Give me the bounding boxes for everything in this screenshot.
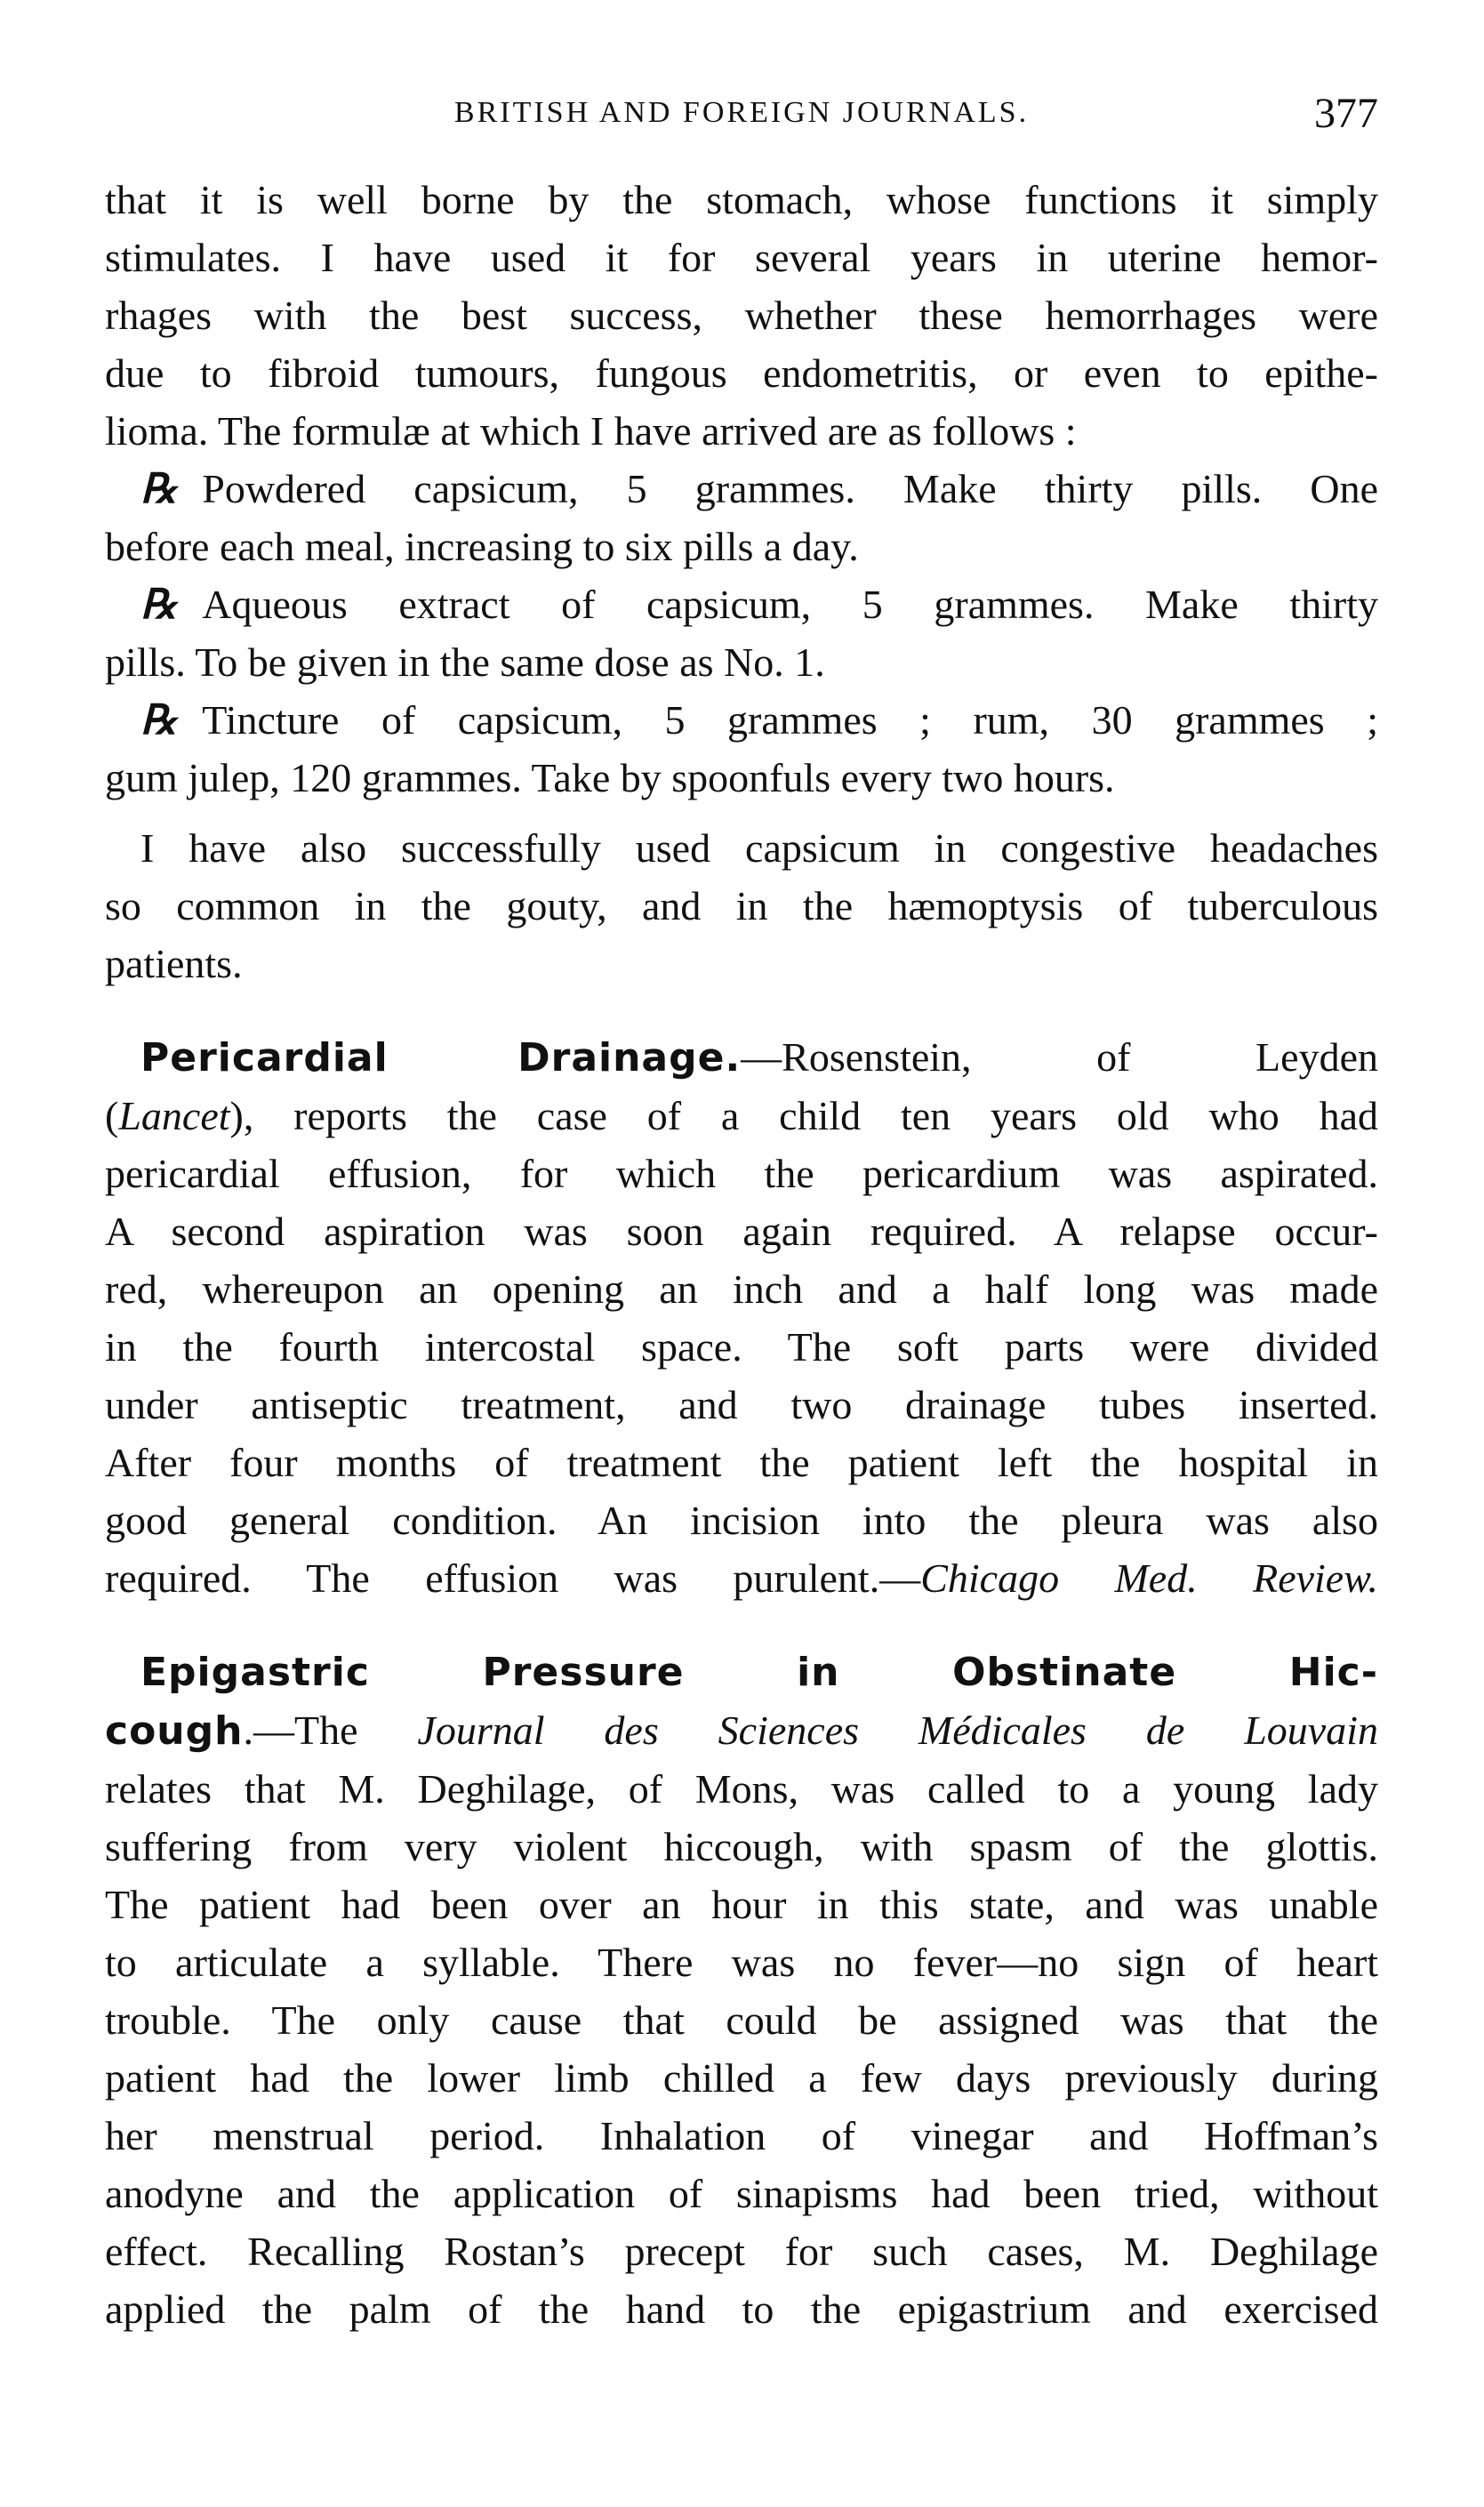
prescription-1 — [105, 460, 1378, 575]
rx-symbol-icon: ℞ — [140, 697, 178, 743]
text-line: —Rosenstein, of Leyden — [741, 1034, 1378, 1080]
paragraph-capsicum-headaches — [105, 819, 1378, 992]
text-line: due to fibroid tumours, fungous endometritis, or even to epithe- — [105, 350, 1378, 396]
section-epigastric-pressure — [105, 1643, 1378, 2338]
text-line: anodyne and the application of sinapisms had been tried, without — [105, 2171, 1378, 2216]
text-line: good general condition. An incision into the pleura was also — [105, 1498, 1378, 1543]
prescription-2 — [105, 575, 1378, 691]
text-line: patients. — [105, 941, 243, 986]
text-line: applied the palm of the hand to the epigastrium and exercised — [105, 2286, 1378, 2332]
prescription-3 — [105, 691, 1378, 807]
text-line: The patient had been over an hour in this state, and was unable — [105, 1882, 1378, 1927]
source-citation: Chicago Med. Review. — [920, 1555, 1378, 1601]
text-line: before each meal, increasing to six pills a day. — [105, 524, 859, 569]
text-line: her menstrual period. Inhalation of vinegar and Hoffman’s — [105, 2113, 1378, 2158]
text-line: required. The effusion was purulent.— — [105, 1555, 921, 1601]
text-line: in the fourth intercostal space. The soft parts were divided — [105, 1324, 1378, 1370]
text-line: A second aspiration was soon again required. A relapse occur- — [105, 1209, 1378, 1254]
text-line: so common in the gouty, and in the hæmoptysis of tuberculous — [105, 883, 1378, 928]
paragraph-capsicum-intro — [105, 171, 1378, 460]
source-citation: Lancet — [118, 1093, 230, 1138]
text-line: Powdered capsicum, 5 grammes. Make thirty pills. One — [202, 466, 1378, 511]
text-line: I have also successfully used capsicum in congestive headaches — [140, 825, 1378, 871]
section-pericardial-drainage — [105, 1028, 1378, 1607]
text-line: stimulates. I have used it for several years in uterine hemor- — [105, 235, 1378, 280]
body-text — [105, 171, 1378, 2338]
section-heading: Epigastric Pressure in Obstinate Hic- — [140, 1650, 1378, 1695]
source-citation: Journal des Sciences Médicales de Louvain — [417, 1707, 1378, 1753]
text-line: Aqueous extract of capsicum, 5 grammes. Make thirty — [202, 582, 1378, 627]
text-line: under antiseptic treatment, and two drainage tubes inserted. — [105, 1382, 1378, 1427]
text-line: suffering from very violent hiccough, with spasm of the glottis. — [105, 1824, 1378, 1869]
text-fragment: .—The — [243, 1707, 418, 1753]
text-line: rhages with the best success, whether these hemorrhages were — [105, 293, 1378, 338]
rx-symbol-icon: ℞ — [140, 582, 178, 627]
text-line: pills. To be given in the same dose as No. 1. — [105, 639, 825, 685]
text-line: relates that M. Deghilage, of Mons, was called to a young lady — [105, 1766, 1378, 1812]
text-line: After four months of treatment the patient left the hospital in — [105, 1440, 1378, 1485]
text-line: gum julep, 120 grammes. Take by spoonfuls every two hours. — [105, 755, 1115, 800]
text-line: pericardial effusion, for which the pericardium was aspirated. — [105, 1151, 1378, 1196]
running-header — [105, 89, 1378, 142]
text-line: to articulate a syllable. There was no fever—no sign of heart — [105, 1940, 1378, 1985]
text-line: that it is well borne by the stomach, whose functions it simply — [105, 177, 1378, 222]
text-line: patient had the lower limb chilled a few days previously during — [105, 2055, 1378, 2101]
text-line: trouble. The only cause that could be assigned was that the — [105, 1997, 1378, 2043]
text-line: ), reports the case of a child ten years old who had — [229, 1093, 1378, 1138]
text-line: lioma. The formulæ at which I have arrived are as follows : — [105, 408, 1077, 454]
text-line: red, whereupon an opening an inch and a half long was made — [105, 1266, 1378, 1312]
section-heading: Pericardial Drainage. — [140, 1035, 742, 1081]
running-title: BRITISH AND FOREIGN JOURNALS. — [453, 96, 1030, 129]
section-heading-continued: cough — [105, 1708, 244, 1754]
text-line: effect. Recalling Rostan’s precept for such cases, M. Deghilage — [105, 2229, 1378, 2274]
text-line: Tincture of capsicum, 5 grammes ; rum, 30 grammes ; — [202, 697, 1378, 743]
text-fragment: ( — [105, 1093, 119, 1138]
page-number: 377 — [1314, 90, 1378, 137]
rx-symbol-icon: ℞ — [140, 466, 178, 511]
